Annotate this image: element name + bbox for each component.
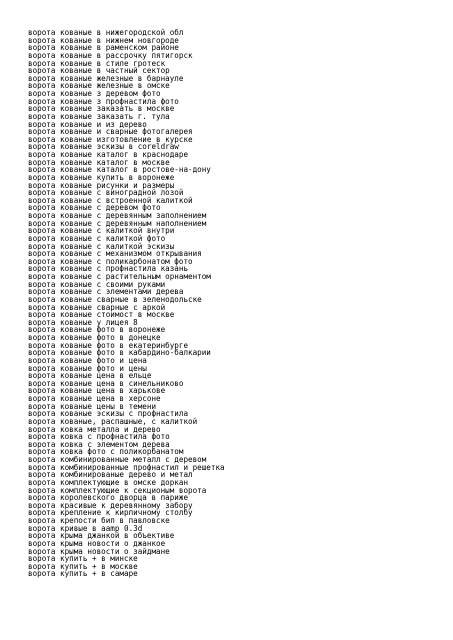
text-line: ворота кованые с деревянным наполнением [28,218,207,228]
text-line: ворота кованые с профнастила казань [28,264,189,274]
text-line: ворота кованые з профнастила фото [28,96,179,106]
text-line: ворота кованые фото в кабардино-балкарии [28,348,211,358]
text-line: ворота кованые в нижнем новгороде [28,35,179,45]
text-line: ворота крепление к кирпичному столбу [28,508,193,518]
text-line: ворота кованые каталог в ростове-на-дону [28,165,211,175]
text-line: ворота кованые цена в херсоне [28,394,161,403]
text-line: ворота кованые эскизы с профнастила [28,409,189,419]
text-line: ворота кованые цена в синельниково [28,378,184,388]
text-line: ворота кованые в рассрочку пятигорск [28,50,193,60]
text-line: ворота кованые в нижегородской обл [28,28,184,37]
text-line: ворота кривые в aamp 0.3d [28,523,143,533]
text-line: ворота кованые с поликарбонатом фото [28,256,193,266]
text-line: ворота кованые изготовление в курске [28,134,193,144]
text-line: ворота комплектующие к секционым ворота [28,485,207,495]
text-line: ворота кованые каталог в краснодаре [28,150,189,159]
text-line: ворота кованые с механизмом открывания [28,249,202,259]
text-line: ворота крепости бип в павловске [28,516,170,525]
text-line: ворота кованые в раменском районе [28,43,179,53]
text-line: ворота кованые в стиле гротеск [28,58,166,68]
text-line: ворота кованые и из дерево [28,119,147,129]
text-line: ворота крыма новости о джанкое [28,538,166,548]
text-line: ворота кованые с виноградной лозой [28,188,184,198]
text-line: ворота кованые с своими руками [28,279,166,289]
text-line: ворота ковка с профнастила фото [28,432,170,442]
text-line: ворота кованые, распашные, с калиткой [28,416,198,426]
text-line: ворота кованые цены в темени [28,401,157,411]
text-line: ворота кованые сварные в зеленодольске [28,294,202,304]
text-line: ворота кованые в частный сектор [28,66,170,76]
text-line: ворота кованые с элементами дерева [28,287,184,297]
text-line: ворота комбинированные профнастил и решетка [28,462,225,472]
text-line: ворота купить + в москве [28,561,138,571]
text-line: ворота кованые заказать в москве [28,104,175,114]
text-line: ворота кованые фото и цена [28,355,147,365]
text-line: ворота кованые у лицея 8 [28,317,138,327]
text-line: ворота кованые с встроенной калиткой [28,195,193,205]
text-line: ворота кованые с растительным орнаментом [28,272,211,281]
text-line: ворота кованые с деревом фото [28,203,161,213]
text-line: ворота кованые фото в екатеринбурге [28,340,189,350]
text-line: ворота королевского дворца в париже [28,493,189,503]
text-line: ворота кованые каталог в москве [28,157,170,167]
text-line: ворота кованые с калиткой внутри [28,226,175,236]
text-line: ворота кованые рисунки и размеры [28,180,175,190]
text-line: ворота крыма новости о зайдмане [28,546,170,556]
text-line: ворота кованые с калиткой эскизы [28,241,175,251]
text-line: ворота кованые с калиткой фото [28,233,166,243]
text-line: ворота кованые з деревом фото [28,89,161,98]
text-line: ворота кованые фото и цены [28,363,147,373]
text-line: ворота кованые с деревянным заполнением [28,211,207,220]
text-line: ворота комбинированные металл с деревом [28,455,207,464]
text-line: ворота купить + в самаре [28,569,138,579]
text-line: ворота кованые купить в воронеже [28,172,175,182]
keyword-list [28,29,225,578]
text-line: ворота ковка с элементом дерева [28,439,170,449]
text-line: ворота кованые фото в воронеже [28,325,166,335]
text-line: ворота кованые и сварные фотогалерея [28,127,193,137]
text-line: ворота комплектующие в омске доркан [28,477,189,487]
text-line: ворота ковка фото с поликорбанатом [28,447,184,457]
text-line: ворота кованые цена в ельце [28,371,152,381]
text-line: ворота кованые эскизы в coreldraw [28,142,179,152]
text-line: ворота купить + в минске [28,554,138,564]
text-line: ворота ковка металла и дерево [28,424,161,434]
text-line: ворота красивые к деревянному забору [28,500,193,510]
text-line: ворота кованые железные в барнауле [28,73,184,83]
text-line: ворота кованые стоимост в москве [28,310,175,320]
text-line: ворота кованые цена в харькове [28,386,166,396]
text-line: ворота кованые сварные с аркой [28,302,166,312]
text-line: ворота кованые фото в донецке [28,333,161,342]
text-line: ворота комбинированые дерево и метал [28,470,193,480]
text-line: ворота кованые железные в омске [28,81,170,91]
text-line: ворота крыма джанкой в объективе [28,531,175,541]
text-line: ворота кованые заказать г. тула [28,111,170,121]
